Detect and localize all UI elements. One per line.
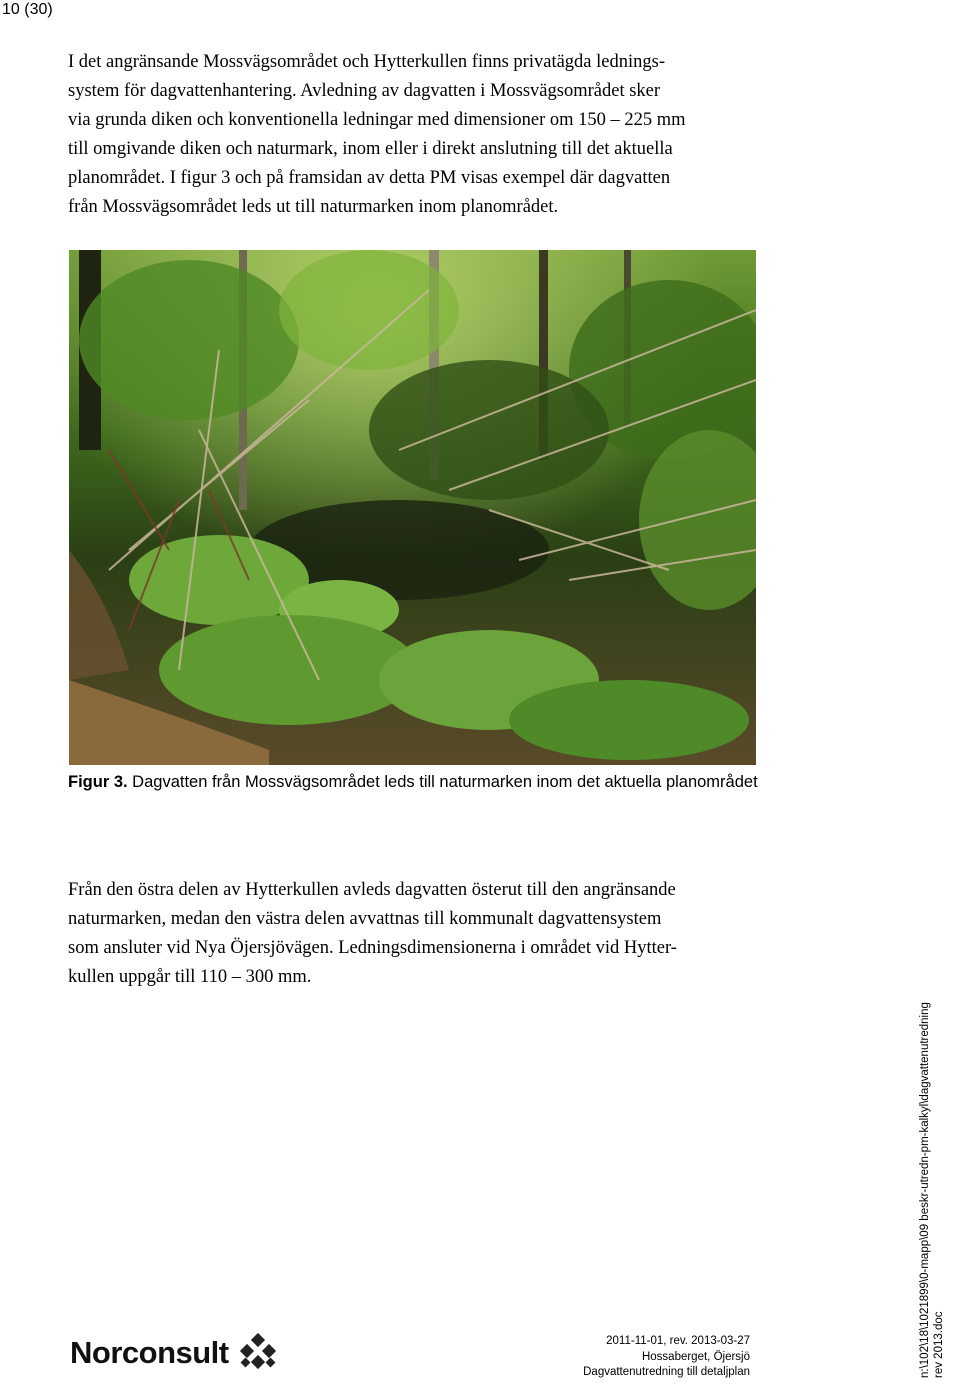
forest-stormwater-photo [69,250,756,765]
text-line: från Mossvägsområdet leds ut till naturmarken inom planområdet. [68,197,559,217]
footer-project: Hossaberget, Öjersjö [641,1350,750,1363]
norconsult-diamond-logo-icon [237,1333,279,1373]
figure-caption-text: Dagvatten från Mossvägsområdet leds till naturmarken inom det aktuella planområdet [127,773,758,791]
norconsult-logo [70,1333,279,1373]
file-path-vertical [918,1002,946,1378]
logo-wordmark: Norconsult [70,1335,229,1370]
footer-date: 2011-11-01, rev. 2013-03-27 [606,1335,750,1347]
body-paragraph-1 [68,48,768,222]
text-line: I det angränsande Mossvägsområdet och Hytterkullen finns privatägda lednings- [68,52,665,72]
file-path-line: n:\102\18\1021899\0-mapp\09 beskr-utredn-pm-kalkyl\dagvattenutredning [919,1002,931,1378]
footer-document-title: Dagvattenutredning till detaljplan [583,1366,750,1378]
text-line: naturmarken, medan den västra delen avvattnas till kommunalt dagvattensystem [68,909,662,929]
text-line: system för dagvattenhantering. Avledning av dagvatten i Mossvägsområdet sker [68,81,661,101]
footer-document-info [560,1334,750,1381]
figure-label: Figur 3. [68,773,128,791]
text-line: kullen uppgår till 110 – 300 mm. [68,967,312,987]
page-number: 10 (30) [2,1,53,18]
text-line: Från den östra delen av Hytterkullen avleds dagvatten österut till den angränsande [68,880,676,900]
text-line: som ansluter vid Nya Öjersjövägen. Ledningsdimensionerna i området vid Hytter- [68,938,677,958]
text-line: via grunda diken och konventionella ledningar med dimensioner om 150 – 225 mm [68,110,686,130]
text-line: planområdet. I figur 3 och på framsidan av detta PM visas exempel där dagvatten [68,168,671,188]
body-paragraph-2 [68,876,768,992]
figure-caption [68,769,768,796]
file-path-line: rev 2013.doc [933,1311,945,1378]
text-line: till omgivande diken och naturmark, inom eller i direkt anslutning till det aktuella [68,139,673,159]
